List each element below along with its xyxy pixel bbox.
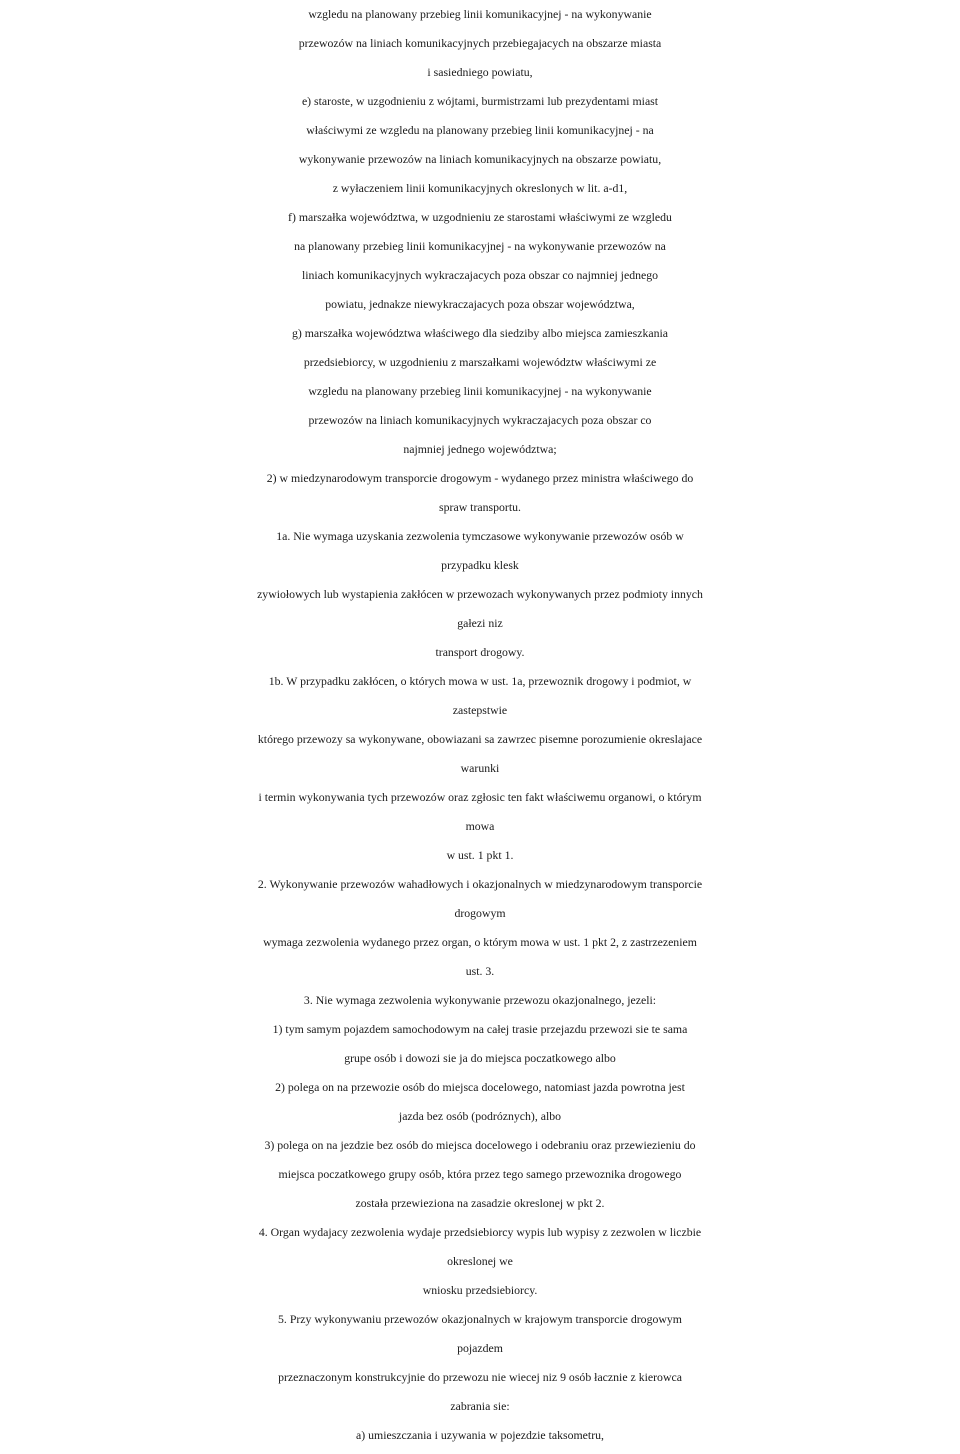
text-line: 2) polega on na przewozie osób do miejsca docelowego, natomiast jazda powrotna jest bbox=[275, 1080, 685, 1094]
text-line: zastepstwie bbox=[452, 703, 508, 717]
text-line: wniosku przedsiebiorcy. bbox=[422, 1283, 538, 1297]
text-line: g) marszałka województwa właściwego dla siedziby albo miejsca zamieszkania bbox=[291, 326, 669, 340]
text-line: 1a. Nie wymaga uzyskania zezwolenia tymczasowe wykonywanie przewozów osób w bbox=[276, 529, 684, 543]
text-line: spraw transportu. bbox=[439, 500, 521, 514]
text-line: 1b. W przypadku zakłócen, o których mowa w ust. 1a, przewoznik drogowy i podmiot, w bbox=[268, 674, 692, 688]
text-line: wykonywanie przewozów na liniach komunikacyjnych na obszarze powiatu, bbox=[298, 152, 662, 166]
text-line: 1) tym samym pojazdem samochodowym na całej trasie przejazdu przewozi sie te sama bbox=[272, 1022, 688, 1036]
text-line: i sasiedniego powiatu, bbox=[427, 65, 533, 79]
text-line: warunki bbox=[460, 761, 500, 775]
text-line: i termin wykonywania tych przewozów oraz zgłosic ten fakt właściwemu organowi, o którym bbox=[258, 790, 702, 804]
text-line: 5. Przy wykonywaniu przewozów okazjonalnych w krajowym transporcie drogowym bbox=[278, 1312, 682, 1326]
text-line: właściwymi ze wzgledu na planowany przebieg linii komunikacyjnej - na bbox=[306, 123, 654, 137]
text-line: wymaga zezwolenia wydanego przez organ, o którym mowa w ust. 1 pkt 2, z zastrzezeniem bbox=[263, 935, 697, 949]
text-line: mowa bbox=[465, 819, 495, 833]
text-line: którego przewozy sa wykonywane, obowiazani sa zawrzec pisemne porozumienie okreslajace bbox=[257, 732, 703, 746]
text-line: jazda bez osób (podróznych), albo bbox=[398, 1109, 562, 1123]
text-line: pojazdem bbox=[457, 1341, 503, 1355]
text-line: przeznaczonym konstrukcyjnie do przewozu nie wiecej niz 9 osób łacznie z kierowca bbox=[278, 1370, 682, 1384]
text-line: 3) polega on na jezdzie bez osób do miejsca docelowego i odebraniu oraz przewiezieniu do bbox=[264, 1138, 696, 1152]
text-line: 4. Organ wydajacy zezwolenia wydaje przedsiebiorcy wypis lub wypisy z zezwolen w liczbie bbox=[258, 1225, 702, 1239]
text-line: 2) w miedzynarodowym transporcie drogowym - wydanego przez ministra właściwego do bbox=[266, 471, 694, 485]
text-line: z wyłaczeniem linii komunikacyjnych okreslonych w lit. a-d1, bbox=[332, 181, 628, 195]
text-line: wzgledu na planowany przebieg linii komunikacyjnej - na wykonywanie bbox=[308, 7, 652, 21]
text-line: przewozów na liniach komunikacyjnych przebiegajacych na obszarze miasta bbox=[298, 36, 662, 50]
text-line: transport drogowy. bbox=[435, 645, 525, 659]
text-line: 2. Wykonywanie przewozów wahadłowych i okazjonalnych w miedzynarodowym transporcie bbox=[257, 877, 703, 891]
text-line: okreslonej we bbox=[447, 1254, 513, 1268]
text-line: wzgledu na planowany przebieg linii komunikacyjnej - na wykonywanie bbox=[308, 384, 652, 398]
text-line: liniach komunikacyjnych wykraczajacych poza obszar co najmniej jednego bbox=[301, 268, 659, 282]
text-line: przedsiebiorcy, w uzgodnieniu z marszałkami województw właściwymi ze bbox=[303, 355, 657, 369]
text-line: gałezi niz bbox=[457, 616, 503, 630]
text-line: przypadku klesk bbox=[441, 558, 519, 572]
text-line: 3. Nie wymaga zezwolenia wykonywanie przewozu okazjonalnego, jezeli: bbox=[303, 993, 657, 1007]
text-line: przewozów na liniach komunikacyjnych wykraczajacych poza obszar co bbox=[308, 413, 652, 427]
text-line: miejsca poczatkowego grupy osób, która przez tego samego przewoznika drogowego bbox=[278, 1167, 682, 1181]
text-line: grupe osób i dowozi sie ja do miejsca poczatkowego albo bbox=[344, 1051, 616, 1065]
text-line: drogowym bbox=[454, 906, 506, 920]
text-line: w ust. 1 pkt 1. bbox=[446, 848, 514, 862]
text-line: a) umieszczania i uzywania w pojezdzie taksometru, bbox=[356, 1428, 604, 1442]
text-line: f) marszałka województwa, w uzgodnieniu ze starostami właściwymi ze wzgledu bbox=[288, 210, 672, 224]
text-line: została przewieziona na zasadzie okreslonej w pkt 2. bbox=[355, 1196, 605, 1210]
text-line: zabrania sie: bbox=[450, 1399, 510, 1413]
text-line: ust. 3. bbox=[465, 964, 495, 978]
text-line: zywiołowych lub wystapienia zakłócen w przewozach wykonywanych przez podmioty innych bbox=[257, 587, 703, 601]
text-line: powiatu, jednakze niewykraczajacych poza obszar województwa, bbox=[325, 297, 635, 311]
text-line: najmniej jednego województwa; bbox=[403, 442, 557, 456]
text-line: na planowany przebieg linii komunikacyjnej - na wykonywanie przewozów na bbox=[294, 239, 666, 253]
text-line: e) staroste, w uzgodnieniu z wójtami, burmistrzami lub prezydentami miast bbox=[301, 94, 659, 108]
